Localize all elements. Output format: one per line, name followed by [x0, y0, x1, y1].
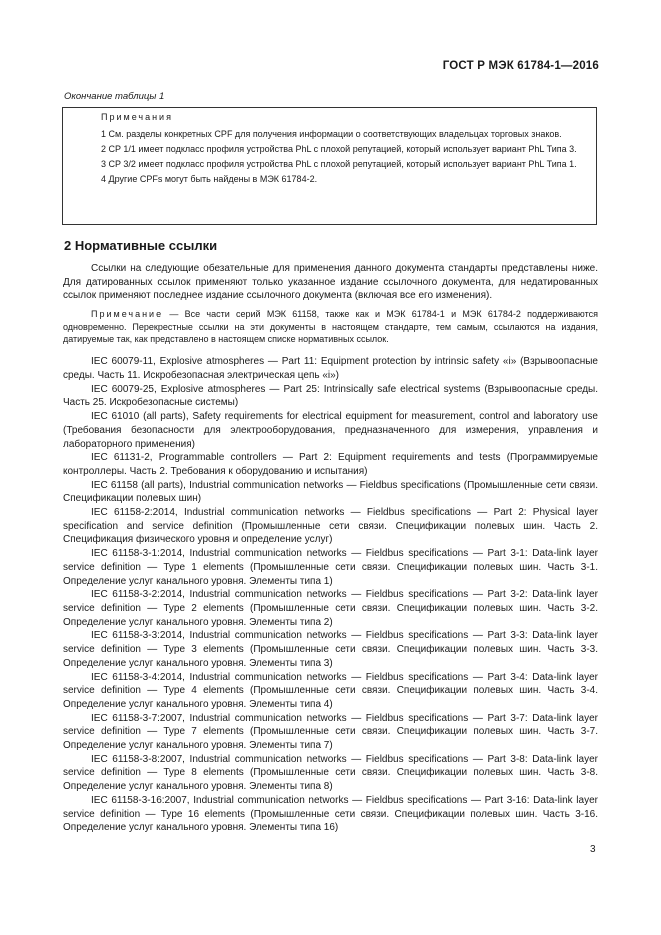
- reference-item: IEC 61158-3-16:2007, Industrial communication networks — Fieldbus specifications — Part 3-16: Data-link layer service definition — Type 16 elements (Промышленные сети связи. Спецификации полевых шин. Часть 3-16. Определение услуг канального уровня. Элементы типа 16): [63, 794, 598, 834]
- document-header: ГОСТ Р МЭК 61784-1—2016: [442, 60, 599, 72]
- note-item: 4 Другие CPFs могут быть найдены в МЭК 61784-2.: [101, 173, 318, 184]
- reference-item: IEC 61158 (all parts), Industrial communication networks — Fieldbus specifications (Промышленные сети связи. Спецификации полевых шин): [63, 479, 598, 505]
- reference-item: IEC 61158-3-2:2014, Industrial communication networks — Fieldbus specifications — Part 3-2: Data-link layer service definition — Type 2 elements (Промышленные сети связи. Спецификации полевых шин. Часть 3-2. Определение услуг канального уровня. Элементы типа 2): [63, 589, 598, 628]
- note-item: 3 CP 3/2 имеет подкласс профиля устройства PhL с плохой репутацией, который использует вариант PhL Типа 1.: [101, 158, 577, 169]
- notes-heading: Примечания: [101, 112, 173, 122]
- reference-item: IEC 60079-25, Explosive atmospheres — Part 25: Intrinsically safe electrical systems (Взрывоопасные среды. Часть 25. Искробезопасные системы): [63, 383, 598, 409]
- reference-item: IEC 61158-3-1:2014, Industrial communication networks — Fieldbus specifications — Part 3-1: Data-link layer service definition — Type 1 elements (Промышленные сети связи. Спецификации полевых шин. Часть 3-1. Определение услуг канального уровня. Элементы типа 1): [63, 548, 598, 587]
- note-item: 1 См. разделы конкретных CPF для получения информации о соответствующих владельцах торговых знаков.: [101, 128, 562, 139]
- reference-item: IEC 60079-11, Explosive atmospheres — Part 11: Equipment protection by intrinsic safety «i» (Взрывоопасные среды. Часть 11. Искробезопасная электрическая цепь «i»): [63, 356, 598, 382]
- reference-item: IEC 61158-3-3:2014, Industrial communication networks — Fieldbus specifications — Part 3-3: Data-link layer service definition — Type 3 elements (Промышленные сети связи. Спецификации полевых шин. Часть 3-3. Определение услуг канального уровня. Элементы типа 3): [63, 630, 598, 669]
- section-intro: Ссылки на следующие обезательные для применения данного документа стандарты представлены ниже. Для датированных ссылок применяют только указанное издание ссылочного документа, для недатированных ссылок применяют последнее издание ссылочного документа (включая все его изменения).: [63, 263, 598, 302]
- reference-item: IEC 61010 (all parts), Safety requirements for electrical equipment for measurement, control and laboratory use (Требования безопасности для электрооборудования, предназначенного для измерения, управления и лабораторного применения): [63, 411, 598, 450]
- section-note: [63, 308, 598, 345]
- table-notes-box: [62, 107, 597, 225]
- note-text: — Все части серий МЭК 61158, также как и МЭК 61784-1 и МЭК 61784-2 поддерживаются одновременно. Перекрестные ссылки на эти документы в настоящем стандарте, тем самым, ссылаются на издания, датируемые так, как представлено в настоящем списке нормативных ссылок.: [63, 309, 598, 344]
- note-label: Примечание: [91, 309, 164, 320]
- section-title: 2 Нормативные ссылки: [64, 238, 218, 253]
- section-body: [63, 262, 598, 835]
- page-number: 3: [590, 844, 596, 855]
- reference-item: IEC 61158-3-8:2007, Industrial communication networks — Fieldbus specifications — Part 3-8: Data-link layer service definition — Type 8 elements (Промышленные сети связи. Спецификации полевых шин. Часть 3-8. Определение услуг канального уровня. Элементы типа 8): [63, 753, 598, 793]
- reference-item: IEC 61158-3-7:2007, Industrial communication networks — Fieldbus specifications — Part 3-7: Data-link layer service definition — Type 7 elements (Промышленные сети связи. Спецификации полевых шин. Часть 3-7. Определение услуг канального уровня. Элементы типа 7): [63, 712, 598, 752]
- reference-item: IEC 61131-2, Programmable controllers — Part 2: Equipment requirements and tests (Программируемые контроллеры. Часть 2. Требования к оборудованию и испытания): [63, 452, 598, 477]
- note-item: 2 CP 1/1 имеет подкласс профиля устройства PhL с плохой репутацией, который использует вариант PhL Типа 3.: [101, 143, 577, 154]
- table-caption: Окончание таблицы 1: [64, 91, 165, 102]
- reference-item: IEC 61158-2:2014, Industrial communication networks — Fieldbus specifications — Part 2: Physical layer specification and service definition (Промышленные сети связи. Спецификации полевых шин. Часть 2. Спецификация физического уровня и определение услуг): [63, 507, 598, 546]
- reference-item: IEC 61158-3-4:2014, Industrial communication networks — Fieldbus specifications — Part 3-4: Data-link layer service definition — Type 4 elements (Промышленные сети связи. Спецификации полевых шин. Часть 3-4. Определение услуг канального уровня. Элементы типа 4): [63, 671, 598, 710]
